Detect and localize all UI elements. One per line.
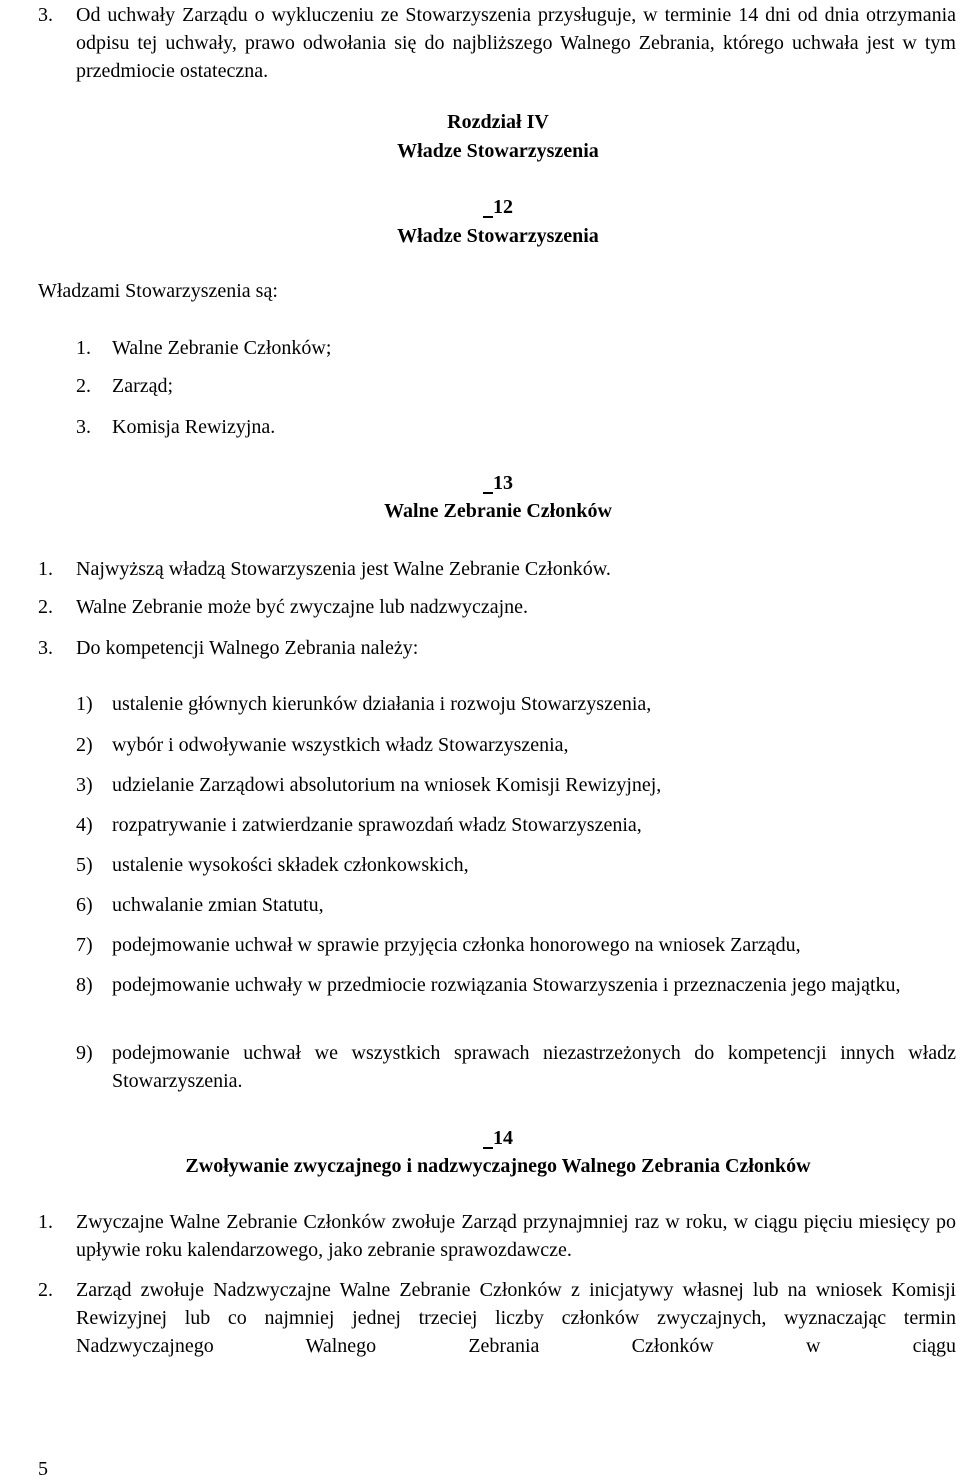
list-item-text: Walne Zebranie Członków;	[112, 337, 332, 359]
competence-text: podejmowanie uchwał we wszystkich sprawach niezastrzeżonych do kompetencji innych władz Stowarzyszenia.	[112, 1042, 956, 1092]
list-item-number: 3.	[76, 416, 91, 438]
point-number: 2.	[38, 1279, 53, 1301]
point-text: Najwyższą władzą Stowarzyszenia jest Walne Zebranie Członków.	[76, 558, 611, 580]
chapter-title: Władze Stowarzyszenia	[397, 140, 599, 162]
section-mark-icon	[483, 1127, 493, 1149]
top-item-number: 3.	[38, 4, 53, 26]
point-text: Zarząd zwołuje Nadzwyczajne Walne Zebranie Członków z inicjatywy własnej lub na wniosek Komisji Rewizyjnej lub co najmniej jednej trzeciej liczby członków zwyczajnych, wyznaczając termin Nadzwyczajnego Walnego Zebrania Członków w ciągu	[76, 1279, 956, 1357]
competence-text: rozpatrywanie i zatwierdzanie sprawozdań władz Stowarzyszenia,	[112, 814, 642, 836]
point-number: 2.	[38, 596, 53, 618]
competence-text: wybór i odwoływanie wszystkich władz Stowarzyszenia,	[112, 734, 569, 756]
competence-number: 7)	[76, 934, 93, 956]
competence-text: podejmowanie uchwał w sprawie przyjęcia członka honorowego na wniosek Zarządu,	[112, 934, 801, 956]
point-number: 3.	[38, 637, 53, 659]
section-14-number-text: 14	[493, 1127, 513, 1149]
point-text: Do kompetencji Walnego Zebrania należy:	[76, 637, 419, 659]
point-number: 1.	[38, 1211, 53, 1233]
competence-text: ustalenie wysokości składek członkowskich,	[112, 854, 469, 876]
competence-number: 5)	[76, 854, 93, 876]
competence-number: 4)	[76, 814, 93, 836]
section-13-number	[0, 469, 960, 497]
competence-text: ustalenie głównych kierunków działania i rozwoju Stowarzyszenia,	[112, 693, 652, 715]
section-12-title: Władze Stowarzyszenia	[397, 225, 599, 247]
competence-number: 9)	[76, 1042, 93, 1064]
competence-number: 8)	[76, 974, 93, 996]
competence-text: podejmowanie uchwały w przedmiocie rozwiązania Stowarzyszenia i przeznaczenia jego majątku,	[112, 974, 901, 996]
competence-text: uchwalanie zmian Statutu,	[112, 894, 324, 916]
list-item-number: 2.	[76, 375, 91, 397]
section-13-number-text: 13	[493, 472, 513, 494]
list-item-text: Komisja Rewizyjna.	[112, 416, 276, 438]
point-text: Walne Zebranie może być zwyczajne lub nadzwyczajne.	[76, 596, 529, 618]
section-mark-icon	[483, 196, 493, 218]
competence-number: 6)	[76, 894, 93, 916]
page-number: 5	[38, 1458, 48, 1480]
section-14-title: Zwoływanie zwyczajnego i nadzwyczajnego Walnego Zebrania Członków	[185, 1155, 811, 1177]
list-item-number: 1.	[76, 337, 91, 359]
point-text: Zwyczajne Walne Zebranie Członków zwołuje Zarząd przynajmniej raz w roku, w ciągu pięciu miesięcy po upływie roku kalendarzowego, jako zebranie sprawozdawcze.	[76, 1211, 956, 1261]
competence-number: 1)	[76, 693, 93, 715]
top-item-text: Od uchwały Zarządu o wykluczeniu ze Stowarzyszenia przysługuje, w terminie 14 dni od dnia otrzymania odpisu tej uchwały, prawo odwołania się do najbliższego Walnego Zebrania, którego uchwała jest w tym przedmiocie ostateczna.	[76, 4, 956, 82]
competence-text: udzielanie Zarządowi absolutorium na wniosek Komisji Rewizyjnej,	[112, 774, 662, 796]
section-12-number-text: 12	[493, 196, 513, 218]
chapter-label: Rozdział IV	[447, 111, 549, 133]
section-12-intro: Władzami Stowarzyszenia są:	[38, 280, 278, 302]
section-14-number	[0, 1124, 960, 1152]
competence-number: 2)	[76, 734, 93, 756]
section-12-number	[0, 193, 960, 221]
point-number: 1.	[38, 558, 53, 580]
section-13-title: Walne Zebranie Członków	[384, 500, 612, 522]
list-item-text: Zarząd;	[112, 375, 174, 397]
competence-number: 3)	[76, 774, 93, 796]
section-mark-icon	[483, 472, 493, 494]
